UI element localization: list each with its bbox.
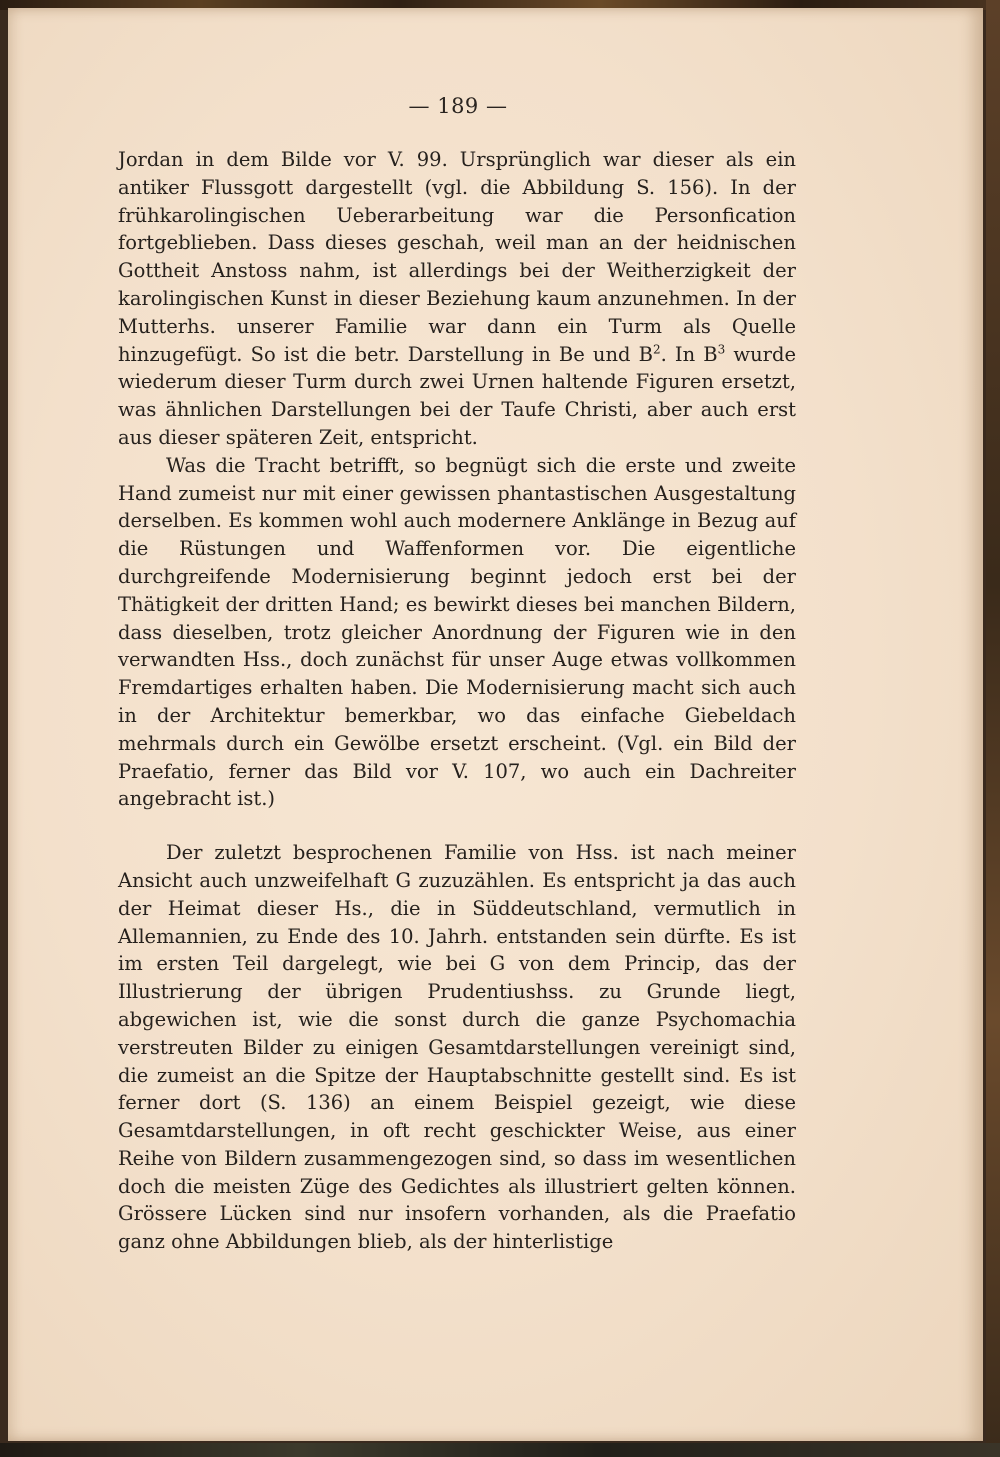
- book-page: [8, 8, 983, 1441]
- paragraph-text: . In B: [660, 342, 718, 366]
- paragraph-familie: Der zuletzt besprochenen Familie von Hss. ist nach meiner Ansicht auch unzweifelhaft G zuzuzählen. Es entspricht ja das auch der Heimat dieser Hs., die in Süddeutschland, vermutlich in Allemannien, zu Ende des 10. Jahrh. entstanden sein dürfte. Es ist im ersten Teil dargelegt, wie bei G von dem Princip, das der Illustrierung der übrigen Prudentiushss. zu Grunde liegt, abgewichen ist, wie die sonst durch die ganze Psychomachia verstreuten Bilder zu einigen Gesamtdarstellungen vereinigt sind, die zumeist an die Spitze der Hauptabschnitte gestellt sind. Es ist ferner dort (S. 136) an einem Beispiel gezeigt, wie diese Gesamtdarstellungen, in oft recht geschickter Weise, aus einer Reihe von Bildern zusammengezogen sind, so dass im wesentlichen doch die meisten Züge des Gedichtes als illustriert gelten können. Grössere Lücken sind nur insofern vorhanden, als die Praefatio ganz ohne Abbildungen blieb, als der hinterlistige: [118, 841, 796, 1254]
- paragraph-text: Jordan in dem Bilde vor V. 99. Ursprünglich war dieser als ein antiker Flussgott dargestellt (vgl. die Abbildung S. 156). In der frühkarolingischen Ueberarbeitung war die Personfication fortgeblieben. Dass dieses geschah, weil man an der heidnischen Gottheit Anstoss nahm, ist allerdings bei der Weitherzigkeit der karolingischen Kunst in dieser Beziehung kaum anzunehmen. In der Mutterhs. unserer Familie war dann ein Turm als Quelle hinzugefügt. So ist die betr. Darstellung in Be und B: [118, 148, 796, 366]
- paragraph-text: wurde wiederum dieser Turm durch zwei Urnen haltende Figuren ersetzt, was ähnlichen Darstellungen bei der Taufe Christi, aber auch erst aus dieser späteren Zeit, entspricht.: [118, 342, 797, 449]
- paragraph-gap: [118, 813, 796, 839]
- book-bottom-edge: [0, 1443, 1000, 1457]
- page-number: — 189 —: [408, 94, 508, 118]
- paragraph-tracht: Was die Tracht betrifft, so begnügt sich die erste und zweite Hand zumeist nur mit einer gewissen phantastischen Ausgestaltung derselben. Es kommen wohl auch modernere Anklänge in Bezug auf die Rüstungen und Waffenformen vor. Die eigentliche durchgreifende Modernisierung beginnt jedoch erst bei der Thätigkeit der dritten Hand; es bewirkt dieses bei manchen Bildern, dass dieselben, trotz gleicher Anordnung der Figuren wie in den verwandten Hss., doch zunächst für unser Auge etwas vollkommen Fremdartiges erhalten haben. Die Modernisierung macht sich auch in der Architektur bemerkbar, wo das einfache Giebeldach mehrmals durch ein Gewölbe ersetzt erscheint. (Vgl. ein Bild der Praefatio, ferner das Bild vor V. 107, wo auch ein Dachreiter angebracht ist.): [118, 453, 796, 811]
- superscript: 3: [717, 342, 726, 357]
- superscript: 2: [652, 342, 661, 357]
- body-text: [118, 146, 796, 1256]
- book-right-edge: [986, 0, 1000, 1457]
- paragraph-continuation: [118, 146, 796, 452]
